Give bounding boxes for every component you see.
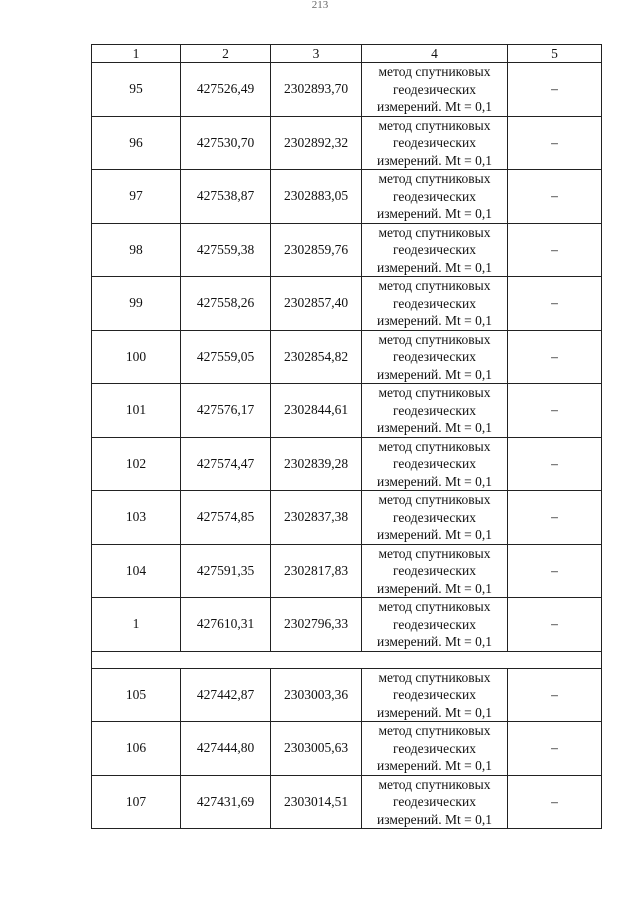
method-cell	[362, 598, 508, 652]
method-line: метод спутниковых	[378, 224, 491, 240]
y-coordinate-cell: 2302859,76	[271, 223, 362, 277]
method-line: измерений. Mt = 0,1	[376, 473, 493, 489]
note-cell: –	[508, 437, 602, 491]
method-cell	[362, 668, 508, 722]
note-cell: –	[508, 63, 602, 117]
header-col-3: 3	[271, 45, 362, 63]
x-coordinate-cell: 427526,49	[181, 63, 271, 117]
y-coordinate-cell: 2302854,82	[271, 330, 362, 384]
method-line: метод спутниковых	[378, 438, 491, 454]
header-row	[92, 45, 602, 63]
note-cell: –	[508, 544, 602, 598]
method-line: метод спутниковых	[378, 669, 491, 685]
note-cell: –	[508, 116, 602, 170]
y-coordinate-cell: 2302883,05	[271, 170, 362, 224]
method-line: измерений. Mt = 0,1	[376, 152, 493, 168]
note-cell: –	[508, 722, 602, 776]
method-line: геодезических	[393, 687, 476, 702]
method-line: метод спутниковых	[378, 492, 491, 507]
method-line: геодезических	[393, 456, 476, 471]
method-line: геодезических	[393, 509, 476, 525]
method-line: метод спутниковых	[378, 723, 491, 738]
method-line: измерений. Mt = 0,1	[376, 259, 493, 275]
point-number-cell: 96	[92, 116, 181, 170]
note-cell: –	[508, 668, 602, 722]
table-row	[92, 330, 602, 384]
header-col-4: 4	[362, 45, 508, 63]
point-number-cell: 100	[92, 330, 181, 384]
note-cell: –	[508, 598, 602, 652]
y-coordinate-cell: 2302817,83	[271, 544, 362, 598]
method-line: измерений. Mt = 0,1	[376, 527, 493, 542]
y-coordinate-cell: 2302892,32	[271, 116, 362, 170]
point-number-cell: 101	[92, 384, 181, 438]
table-row	[92, 437, 602, 491]
group-separator-cell	[92, 651, 602, 668]
point-number-cell: 1	[92, 598, 181, 652]
header-col-2: 2	[181, 45, 271, 63]
point-number-cell: 104	[92, 544, 181, 598]
x-coordinate-cell: 427431,69	[181, 775, 271, 829]
header-col-5: 5	[508, 45, 602, 63]
y-coordinate-cell: 2302844,61	[271, 384, 362, 438]
x-coordinate-cell: 427574,47	[181, 437, 271, 491]
table-row	[92, 722, 602, 776]
method-line: измерений. Mt = 0,1	[376, 313, 493, 328]
point-number-cell: 99	[92, 277, 181, 331]
point-number-cell: 102	[92, 437, 181, 491]
method-line: измерений. Mt = 0,1	[376, 99, 493, 114]
table-row	[92, 598, 602, 652]
method-line: геодезических	[393, 563, 476, 578]
y-coordinate-cell: 2302893,70	[271, 63, 362, 117]
method-line: метод спутниковых	[378, 385, 491, 400]
note-cell: –	[508, 277, 602, 331]
method-line: метод спутниковых	[378, 545, 491, 561]
method-line: геодезических	[393, 188, 476, 204]
y-coordinate-cell: 2302857,40	[271, 277, 362, 331]
point-number-cell: 105	[92, 668, 181, 722]
method-line: метод спутниковых	[378, 776, 491, 792]
note-cell: –	[508, 330, 602, 384]
x-coordinate-cell: 427444,80	[181, 722, 271, 776]
method-line: измерений. Mt = 0,1	[376, 704, 493, 720]
method-line: метод спутниковых	[378, 64, 491, 79]
method-line: измерений. Mt = 0,1	[376, 811, 493, 827]
table-row	[92, 63, 602, 117]
method-cell	[362, 722, 508, 776]
table-row	[92, 384, 602, 438]
point-number-cell: 95	[92, 63, 181, 117]
method-line: метод спутниковых	[378, 278, 491, 293]
method-cell	[362, 491, 508, 545]
y-coordinate-cell: 2303014,51	[271, 775, 362, 829]
method-line: геодезических	[393, 616, 476, 632]
method-line: измерений. Mt = 0,1	[376, 366, 493, 382]
method-cell	[362, 170, 508, 224]
table-row	[92, 491, 602, 545]
method-line: геодезических	[393, 295, 476, 311]
table-row	[92, 223, 602, 277]
y-coordinate-cell: 2302796,33	[271, 598, 362, 652]
method-line: измерений. Mt = 0,1	[376, 758, 493, 773]
table-row	[92, 668, 602, 722]
y-coordinate-cell: 2302839,28	[271, 437, 362, 491]
method-line: измерений. Mt = 0,1	[376, 206, 493, 221]
x-coordinate-cell: 427559,05	[181, 330, 271, 384]
method-line: метод спутниковых	[378, 599, 491, 614]
method-line: геодезических	[393, 402, 476, 418]
method-cell	[362, 223, 508, 277]
table-row	[92, 170, 602, 224]
note-cell: –	[508, 775, 602, 829]
note-cell: –	[508, 384, 602, 438]
method-line: измерений. Mt = 0,1	[376, 634, 493, 649]
table-row	[92, 775, 602, 829]
y-coordinate-cell: 2303005,63	[271, 722, 362, 776]
y-coordinate-cell: 2302837,38	[271, 491, 362, 545]
header-col-1: 1	[92, 45, 181, 63]
method-cell	[362, 330, 508, 384]
group-separator-row	[92, 651, 602, 668]
method-cell	[362, 775, 508, 829]
table-row	[92, 277, 602, 331]
method-cell	[362, 384, 508, 438]
table-body	[92, 63, 602, 829]
point-number-cell: 106	[92, 722, 181, 776]
method-line: геодезических	[393, 740, 476, 756]
x-coordinate-cell: 427558,26	[181, 277, 271, 331]
method-cell	[362, 437, 508, 491]
x-coordinate-cell: 427559,38	[181, 223, 271, 277]
point-number-cell: 98	[92, 223, 181, 277]
method-line: геодезических	[393, 349, 476, 364]
method-line: измерений. Mt = 0,1	[376, 580, 493, 596]
point-number-cell: 103	[92, 491, 181, 545]
table-row	[92, 544, 602, 598]
method-cell	[362, 277, 508, 331]
method-cell	[362, 63, 508, 117]
x-coordinate-cell: 427538,87	[181, 170, 271, 224]
note-cell: –	[508, 223, 602, 277]
method-cell	[362, 544, 508, 598]
coordinates-table	[91, 44, 602, 829]
x-coordinate-cell: 427610,31	[181, 598, 271, 652]
method-line: метод спутниковых	[378, 331, 491, 347]
note-cell: –	[508, 170, 602, 224]
point-number-cell: 97	[92, 170, 181, 224]
point-number-cell: 107	[92, 775, 181, 829]
y-coordinate-cell: 2303003,36	[271, 668, 362, 722]
note-cell: –	[508, 491, 602, 545]
method-line: геодезических	[393, 81, 476, 97]
method-line: метод спутниковых	[378, 117, 491, 133]
x-coordinate-cell: 427530,70	[181, 116, 271, 170]
method-line: измерений. Mt = 0,1	[376, 420, 493, 435]
method-line: метод спутниковых	[378, 171, 491, 186]
x-coordinate-cell: 427574,85	[181, 491, 271, 545]
method-line: геодезических	[393, 242, 476, 257]
x-coordinate-cell: 427576,17	[181, 384, 271, 438]
method-line: геодезических	[393, 794, 476, 809]
page-number: 213	[311, 1, 329, 11]
x-coordinate-cell: 427442,87	[181, 668, 271, 722]
table-row	[92, 116, 602, 170]
method-line: геодезических	[393, 135, 476, 150]
method-cell	[362, 116, 508, 170]
x-coordinate-cell: 427591,35	[181, 544, 271, 598]
